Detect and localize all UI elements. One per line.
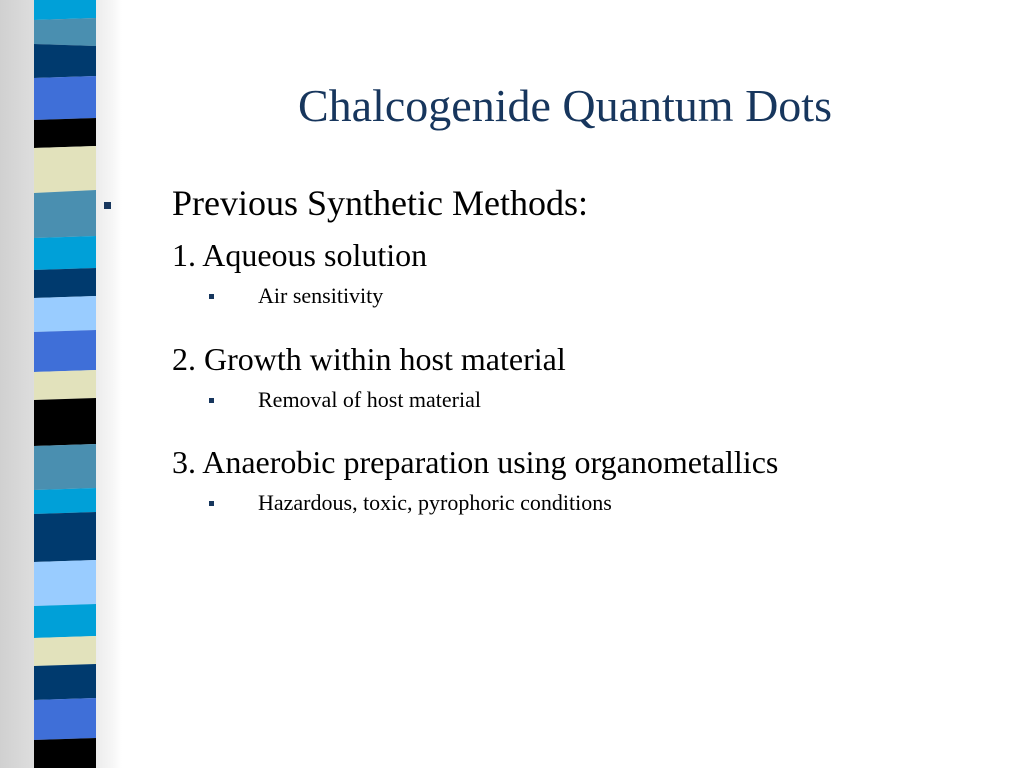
striped-band-decoration [34,0,96,768]
square-bullet-icon [209,501,214,506]
main-bullet-text: Previous Synthetic Methods: [172,183,588,223]
striped-band-svg [34,0,96,768]
method-heading: 1. Aqueous solution [172,237,428,273]
method-heading: 2. Growth within host material [172,341,566,377]
method-note: Air sensitivity [258,283,384,308]
slide-title: Chalcogenide Quantum Dots [297,80,832,131]
method-heading: 3. Anaerobic preparation using organometallics [172,444,779,480]
square-bullet-icon [209,398,214,403]
method-note: Removal of host material [258,387,481,412]
method-note: Hazardous, toxic, pyrophoric conditions [258,490,612,515]
square-bullet-icon [209,294,214,299]
square-bullet-icon [104,202,111,209]
